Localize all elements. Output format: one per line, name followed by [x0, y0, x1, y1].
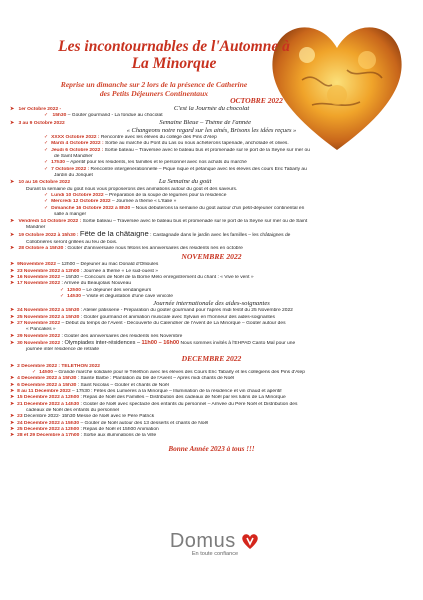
check-icon: ✓ — [60, 293, 65, 299]
event-title: Fête de la châtaigne — [79, 231, 149, 239]
bullet-icon: ➤ — [10, 314, 15, 320]
bullet-icon: ➤ — [10, 245, 15, 251]
check-icon: ✓ — [44, 141, 49, 147]
bullet-icon: ➤ — [10, 395, 15, 401]
check-icon: ✓ — [44, 199, 49, 205]
theme-quote: « Changeons notre regard sur les ainés, Brisons les idées reçues » — [126, 127, 297, 135]
bullet-icon: ➤ — [10, 233, 15, 239]
list-item: ✓ 15h30 – Goûter gourmand - La fondue au chocolat — [44, 113, 163, 119]
bullet-icon: ➤ — [10, 376, 15, 382]
month-heading-november: NOVEMBRE 2022 — [181, 252, 242, 262]
list-item: ➤ 4 Décembre 2022 à 15h30 : Sainte Barbe : Plantation du blé de l'Avent – Après midi chants de Noël — [10, 376, 235, 382]
bullet-icon: ➤ — [10, 120, 15, 126]
month-heading-october: OCTOBRE 2022 — [230, 96, 283, 105]
logo-word: Domus — [169, 530, 236, 552]
bullet-icon: ➤ — [10, 107, 15, 112]
list-item: de Saint Mandrier — [54, 154, 93, 160]
bullet-icon: ➤ — [10, 414, 15, 420]
subtitle-line-2: des Petits Déjeuners Continentaux — [99, 89, 209, 98]
list-item: ✓ 14h00 – Grande marche solidaire pour le Téléthon avec les élèves des Cours Eric Tabarly et les collégiens des Pins d'Alep — [32, 370, 305, 376]
bullet-icon: ➤ — [10, 382, 15, 388]
title-line-2: La Minorque — [131, 55, 217, 72]
bullet-icon: ➤ — [10, 333, 15, 339]
list-item: ✓ XXXX Octobre 2022 : Rencontre avec les élèves du collège des Pins d'Alep — [44, 135, 217, 141]
list-item: ➤ 25 Novembre 2022 à 15h30 : Goûter gourmand et animation musicale avec Sylvain en l'honneur des aides-soignantes — [10, 314, 275, 320]
bullet-icon: ➤ — [10, 281, 15, 287]
subtitle-line-1: Reprise un dimanche sur 2 lors de la présence de Catherine — [60, 80, 248, 89]
list-item: ➤ 1er Octobre 2022 - C'est la Journée du chocolat — [10, 106, 250, 112]
list-item: ➤ 6 Décembre 2022 à 15h30 : Saint Nicolas – Goûter et chants de Noël — [10, 382, 169, 388]
content — [10, 96, 413, 454]
list-item: ✓ Dimanche 16 Octobre 2022 à 8h30 – Nous débuterons la semaine du goût autour d'un petit-déjeuner continental en — [44, 205, 305, 211]
list-item: ➤ 27 Novembre 2022 – Début du temps de l'Avent - Découverte du Calendrier de l'Avent de La Minorque – Goûter autour des — [10, 320, 286, 326]
list-item: ➤ 25 Décembre 2022 à 12h00 : Repas de Noël et 15h00 Animation — [10, 427, 159, 433]
bullet-icon: ➤ — [10, 389, 15, 395]
list-item: ✓ Mardi 4 Octobre 2022 : Sortie au marché du Pont du Las ou nous achèterons tapenade, anchoïade et olives. — [44, 141, 289, 147]
logo-tagline: En toute confiance — [191, 551, 239, 557]
bullet-icon: ➤ — [10, 274, 15, 280]
list-item: ➤ 24 Novembre 2022 à 15h30 : Atelier pâtisserie - Préparation du goûter gourmand pour l'après midi festif du 25 Novembre 2022 — [10, 308, 293, 314]
list-item: ➤ 29 Novembre 2022 : Goûter des anniversaires des résidents nés Novembre — [10, 333, 183, 339]
list-item: ➤ 2 Décembre 2022 : TELETHON 2022 — [10, 363, 101, 369]
check-icon: ✓ — [44, 160, 49, 166]
check-icon: ✓ — [44, 205, 49, 211]
list-item: Jardin du Jonquet — [54, 173, 93, 179]
section-title: Semaine Bleue – Thème de l'année — [159, 119, 252, 126]
list-item: salle à manger — [54, 212, 87, 218]
section-title: La Semaine du goût — [158, 179, 212, 186]
section-title: C'est la Journée du chocolat — [173, 106, 250, 112]
bullet-icon: ➤ — [10, 401, 15, 407]
bullet-icon: ➤ — [10, 180, 15, 186]
check-icon: ✓ — [44, 166, 49, 172]
list-item: ➤ 15 Décembre 2022 à 12h00 : Repas de Noël des Familles – Distribution des cadeaux de Noël par les lutins de La Minorque — [10, 395, 286, 401]
list-item: ✓ 12h00 – Le déjeuner des vendangeurs — [60, 287, 152, 293]
list-item: cadeaux de Noël des enfants du personnel — [26, 408, 119, 414]
bullet-icon: ➤ — [10, 262, 15, 268]
list-item: ➤ 23 Décembre 2022- 15h30 Messe de Noël avec le Père Patrick — [10, 414, 155, 420]
list-item: ✓ 7 Octobre 2022 : Rencontre intergénérationnelle – Pique nique et pétanque avec les élèves des cours Eric Tabarly au — [44, 166, 307, 172]
list-item: ➤ Vendredi 14 Octobre 2022 : Sortie bateau – Traversée avec le bateau bus et promenade sur le port de la Seyne sur mer ou de Saint — [10, 218, 308, 224]
list-item: ✓ 17h30 – Apéritif pour les résidents, les familles et le personnel avec nos achats du marché — [44, 160, 247, 166]
list-item: ➤ 23 Novembre 2022 à 12h00 : Journée à thème « Le sud-ouest » — [10, 268, 158, 274]
list-item: ➤ 8 au 11 Décembre 2022 – 17h30 : Fêtes des Lumières à la Minorque – Illumination de la résidence et vin chaud et apéritif — [10, 389, 282, 395]
list-item: ✓ 14h30 – Visite et dégustation d'une cave vinicole — [60, 293, 173, 299]
check-icon: ✓ — [44, 113, 49, 119]
check-icon: ✓ — [44, 135, 49, 141]
list-item: « Pancakes » — [26, 327, 56, 333]
bullet-icon: ➤ — [10, 268, 15, 274]
list-item: ➤ 17 Novembre 2022 : Arrivée du Beaujolais Nouveau — [10, 281, 132, 287]
check-icon: ✓ — [32, 370, 37, 376]
list-item: ✓ Lundi 10 Octobre 2022 – Préparation de la soupe de légumes pour la résidence — [44, 193, 227, 199]
list-item: journée inter résidence de retraite — [26, 347, 100, 353]
logo-heart-icon — [240, 531, 260, 551]
closing-message: Bonne Année 2023 à tous !!! — [168, 444, 255, 453]
list-item: ➤ 30 Novembre 2022 : Olympiades inter-résidences – 11h00 – 16h00 Nous sommes invités à l'EHPAD Canto Mal pour une — [10, 340, 296, 346]
list-item: ➤ 10 au 16 Octobre 2022 La Semaine du goût — [10, 179, 212, 186]
bullet-icon: ➤ — [10, 427, 15, 433]
list-item: Durant la semaine du goût nous vous proposerons des animations autour du goût et des saveurs. — [26, 186, 238, 192]
bullet-icon: ➤ — [10, 363, 15, 369]
list-item: ➤ 19 Octobre 2022 à 15h30 : Fête de la châtaigne : Castagnade dans le jardin avec les familles – les châtaignes de — [10, 231, 291, 239]
page-title — [24, 38, 324, 72]
list-item: ✓ Mercredi 12 Octobre 2022 – Journée à thème « L'Italie » — [44, 199, 177, 205]
month-heading-december: DECEMBRE 2022 — [181, 353, 242, 363]
list-item: ➤ 28 Octobre à 15h30 : Goûter d'anniversaire nous fêtons les anniversaires des résidents nés en octobre — [10, 245, 243, 251]
list-item: ➤ 21 Décembre 2022 à 14h30 : Goûter de Noël avec spectacle des enfants du personnel – Arrivée du Père Noël et Distribution des — [10, 401, 298, 407]
check-icon: ✓ — [44, 147, 49, 153]
list-item: ➤ 16 Novembre 2022 – 15h30 – Concours de Noël de la Borne Mélo enregistrement du chant : « Vive le vent » — [10, 274, 254, 280]
list-item: ➤ 28 et 29 Décembre à 17h00 : Sortie aux illuminations de la Ville — [10, 433, 157, 439]
list-item: ➤ 24 Décembre 2022 à 15h30 – Goûter de Noël autour des 13 desserts et chants de Noël — [10, 420, 209, 426]
bullet-icon: ➤ — [10, 420, 15, 426]
bullet-icon: ➤ — [10, 218, 15, 224]
list-item: ✓ Jeudi 6 Octobre 2022 : Sortie bateau – Traversée avec le bateau bus et promenade sur le port de la Seyne sur mer ou — [44, 147, 310, 153]
section-title: Journée internationale des aides-soignantes — [153, 300, 270, 308]
bullet-icon: ➤ — [10, 433, 15, 439]
list-item: Collobrières seront grillées au feu de bois. — [26, 239, 118, 245]
check-icon: ✓ — [60, 287, 65, 293]
check-icon: ✓ — [44, 193, 49, 199]
list-item: Mandrier — [26, 224, 46, 230]
bullet-icon: ➤ — [10, 341, 15, 346]
title-line-1: Les incontournables de l'Automne à — [58, 38, 290, 55]
list-item: ➤ 9Novembre 2022 – 12h00 – Déjeuner au mac Donald d'Ollioules — [10, 262, 159, 268]
list-item: ➤ 3 au 9 Octobre 2022 Semaine Bleue – Thème de l'année — [10, 119, 252, 126]
bullet-icon: ➤ — [10, 320, 15, 326]
bullet-icon: ➤ — [10, 308, 15, 314]
domusvi-logo — [140, 530, 290, 578]
